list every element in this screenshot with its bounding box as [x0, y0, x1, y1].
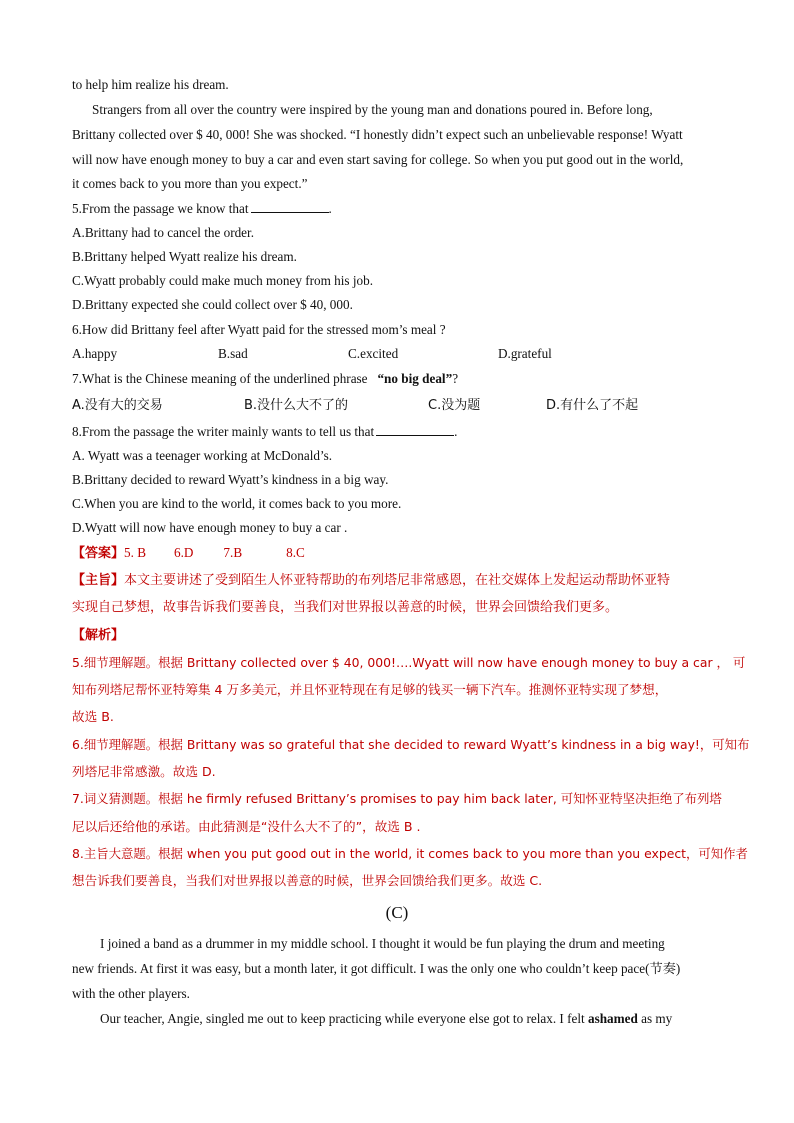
answer-blank: [376, 424, 454, 436]
question-7-option-d: D.有什么了不起: [546, 398, 639, 413]
passage-text: Strangers from all over the country were inspired by the young man and donations poured in. Before long,: [92, 102, 653, 117]
passage-text: I joined a band as a drummer in my middle school. I thought it would be fun playing the drum and meeting: [100, 936, 665, 951]
question-6-option-b: B.sad: [218, 346, 248, 361]
question-8-option-c: C.When you are kind to the world, it comes back to you more.: [72, 496, 402, 511]
question-6-stem: 6.How did Brittany feel after Wyatt paid for the stressed mom’s meal ?: [72, 322, 446, 337]
passage-text: Brittany collected over $ 40, 000! She was shocked. “I honestly didn’t expect such an unbelievable response! Wyatt: [72, 127, 683, 142]
question-8-option-b: B.Brittany decided to reward Wyatt’s kindness in a big way.: [72, 472, 389, 487]
analysis-q6: 6.细节理解题。根据 Brittany was so grateful that she decided to reward Wyatt’s kindness in a big way!，可知布: [72, 737, 750, 752]
question-8-stem: 8.From the passage the writer mainly wants to tell us that .: [72, 424, 458, 439]
passage-text: to help him realize his dream.: [72, 77, 229, 92]
question-5-stem: 5.From the passage we know that .: [72, 201, 332, 216]
analysis-q8: 8.主旨大意题。根据 when you put good out in the world, it comes back to you more than you expect，可知作者: [72, 846, 748, 861]
analysis-q5: 知布列塔尼帮怀亚特筹集 4 万多美元，并且怀亚特现在有足够的钱买一辆下汽车。推测怀亚特实现了梦想，: [72, 682, 668, 697]
analysis-q8: 想告诉我们要善良，当我们对世界报以善意的时候，世界会回馈给我们更多。故选 C.: [72, 873, 543, 888]
question-5-option-d: D.Brittany expected she could collect over $ 40, 000.: [72, 297, 353, 312]
question-6-option-a: A.happy: [72, 346, 118, 361]
analysis-q7: 7.词义猜测题。根据 he firmly refused Brittany’s promises to pay him back later, 可知怀亚特坚决拒绝了布列塔: [72, 791, 722, 806]
underlined-phrase: “no big deal”: [377, 371, 453, 386]
passage-text: will now have enough money to buy a car and even start saving for college. So when you put good out in the world,: [72, 152, 684, 167]
analysis-q5: 故选 B.: [72, 709, 114, 724]
question-7-option-c: C.没为题: [428, 398, 481, 413]
question-7-option-b: B.没什么大不了的: [244, 398, 349, 413]
theme-line: 实现自己梦想，故事告诉我们要善良，当我们对世界报以善意的时候，世界会回馈给我们更多。: [72, 600, 619, 615]
answer-label: 【答案】: [72, 546, 125, 561]
question-7-option-a: A.没有大的交易: [72, 398, 163, 413]
section-heading: (C): [385, 903, 409, 922]
analysis-q7: 尼以后还给他的承诺。由此猜测是“没什么大不了的”，故选 B .: [72, 819, 421, 834]
question-5-option-a: A.Brittany had to cancel the order.: [72, 225, 254, 240]
question-8-option-d: D.Wyatt will now have enough money to buy a car .: [72, 520, 348, 535]
analysis-q5: 5.细节理解题。根据 Brittany collected over $ 40, 000!….Wyatt will now have enough money to buy a car ， 可: [72, 655, 746, 670]
bold-word: ashamed: [587, 1011, 638, 1026]
passage-text: with the other players.: [72, 986, 190, 1001]
question-8-option-a: A. Wyatt was a teenager working at McDonald’s.: [72, 448, 333, 463]
question-6-option-c: C.excited: [348, 346, 399, 361]
answer-blank: [251, 201, 329, 213]
answer-key: 【答案】5. B 6.D 7.B 8.C: [72, 545, 305, 561]
question-6-option-d: D.grateful: [498, 346, 552, 361]
theme-label: 【主旨】: [72, 573, 125, 588]
analysis-label: 【解析】: [72, 628, 125, 643]
analysis-heading: [72, 626, 124, 645]
analysis-q6: 列塔尼非常感激。故选 D.: [72, 764, 216, 779]
passage-text: it comes back to you more than you expect.”: [72, 176, 308, 191]
question-7-stem: 7.What is the Chinese meaning of the underlined phrase “no big deal”?: [72, 371, 459, 386]
question-5-option-b: B.Brittany helped Wyatt realize his dream.: [72, 249, 297, 264]
passage-text: Our teacher, Angie, singled me out to keep practicing while everyone else got to relax. I felt ashamed as my: [100, 1011, 673, 1026]
question-5-option-c: C.Wyatt probably could make much money from his job.: [72, 273, 373, 288]
theme-line: 【主旨】本文主要讲述了受到陌生人怀亚特帮助的布列塔尼非常感恩，在社交媒体上发起运动帮助怀亚特: [72, 573, 671, 588]
passage-text: new friends. At first it was easy, but a month later, it got difficult. I was the only one who couldn’t keep pace(节奏): [72, 961, 681, 976]
